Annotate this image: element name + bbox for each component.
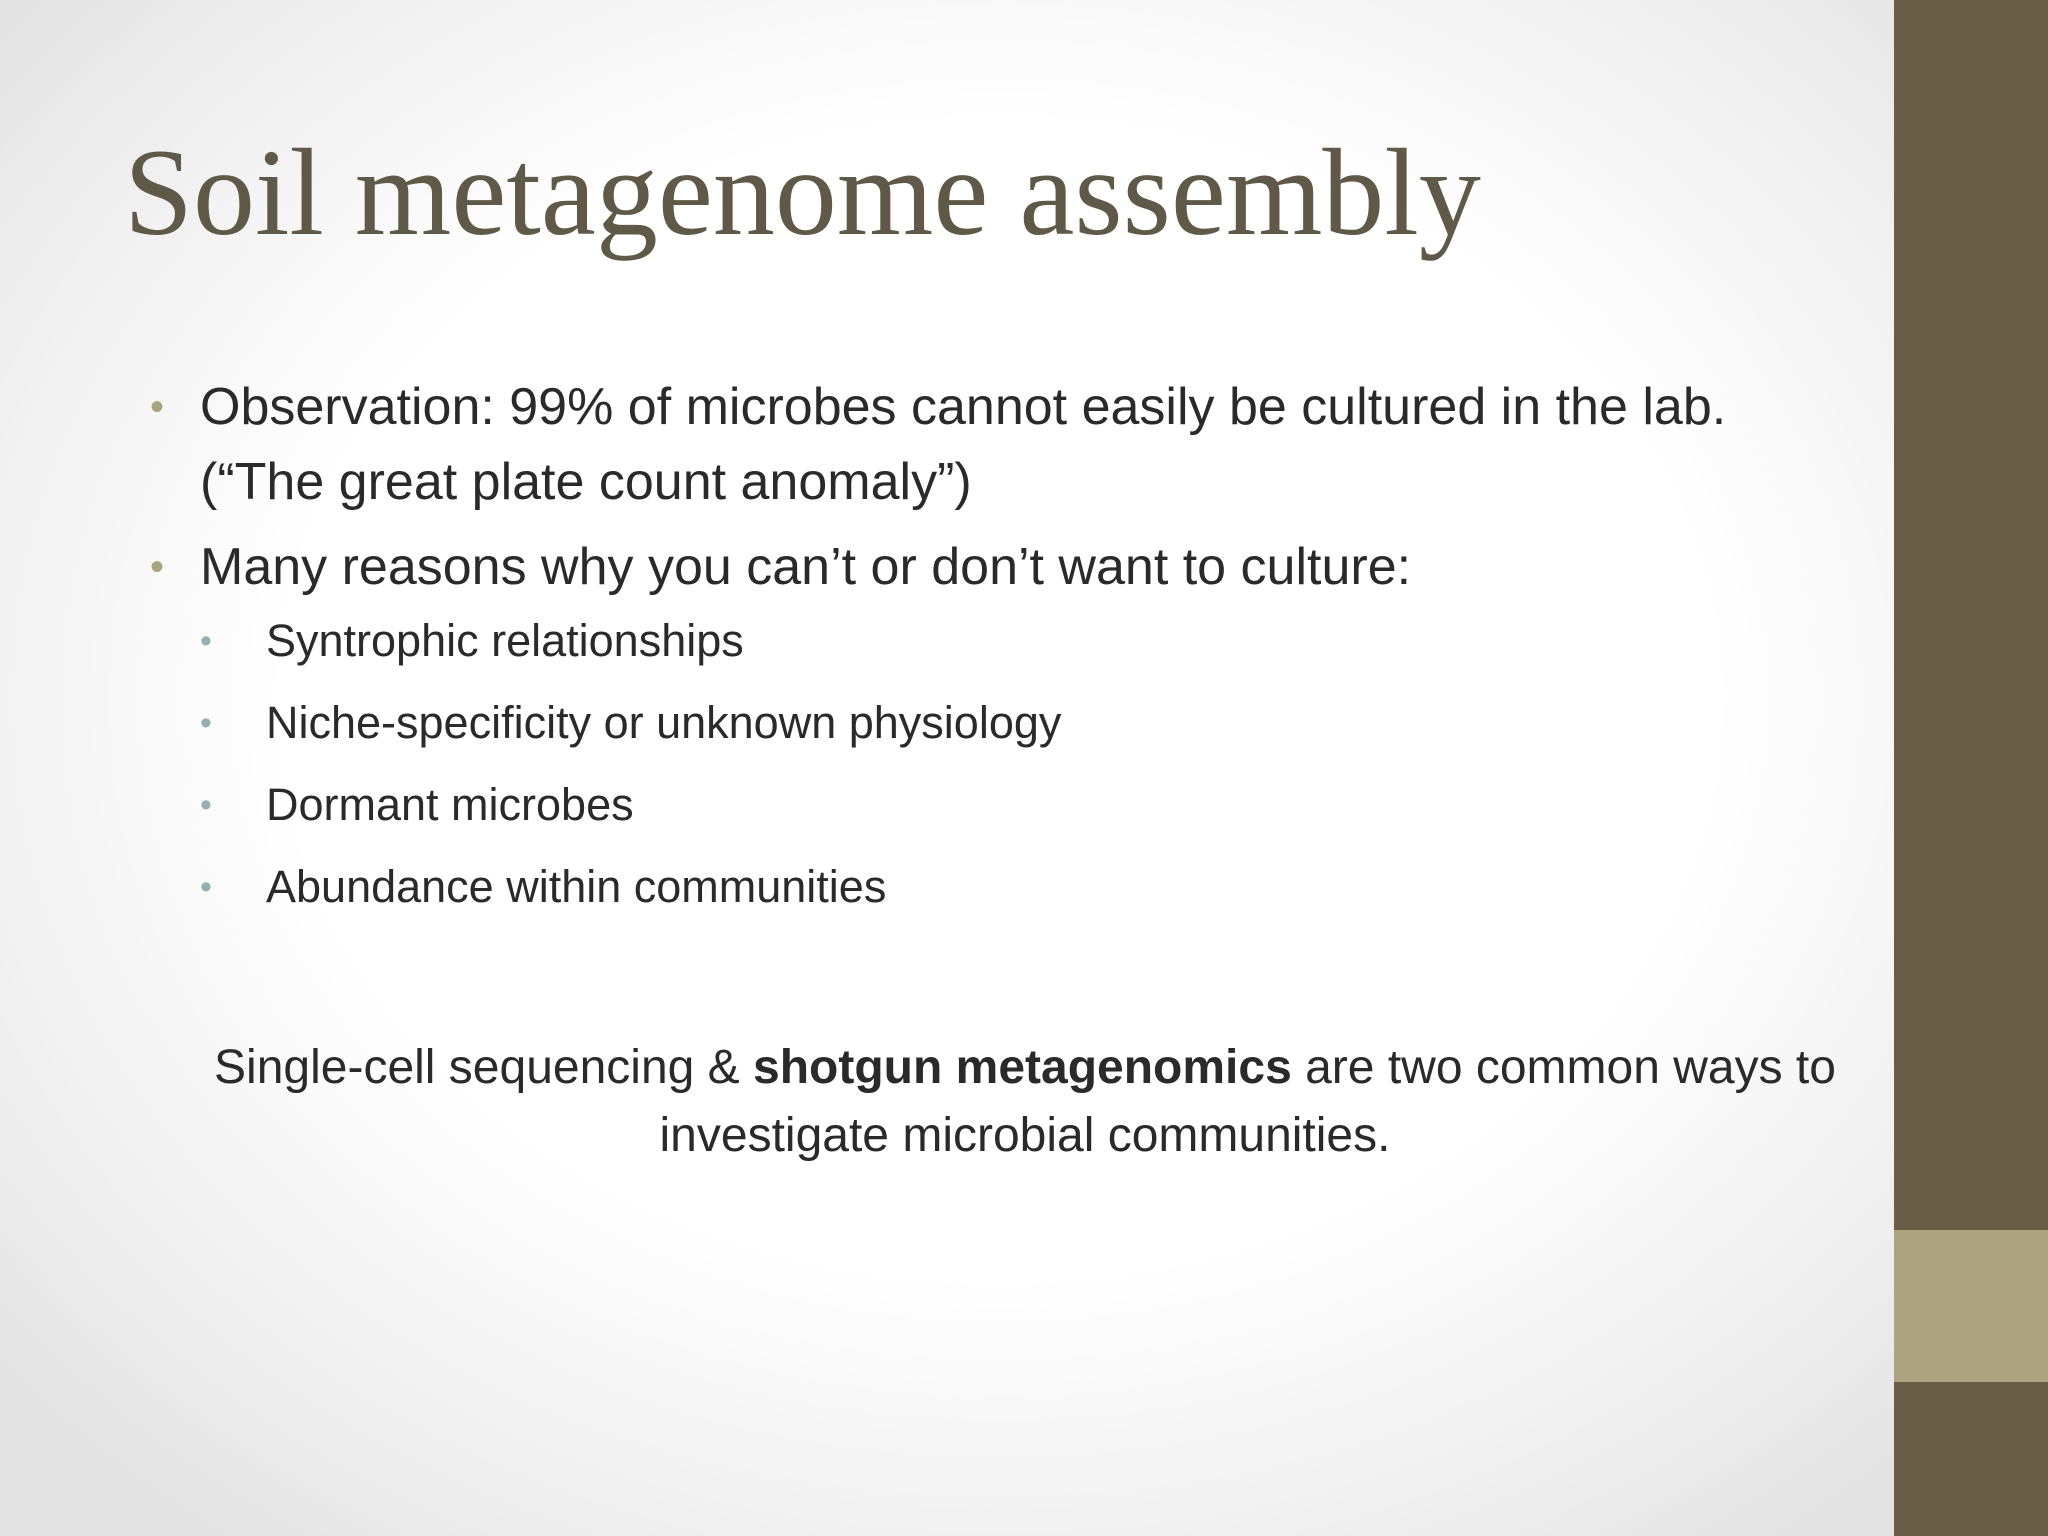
summary-text-after: are two common ways to investigate microbial communities. — [659, 1041, 1836, 1162]
sub-bullet-text: Syntrophic relationships — [266, 615, 744, 666]
bullet-item — [150, 370, 1800, 520]
sub-bullet-text: Abundance within communities — [266, 861, 887, 912]
slide-content — [150, 370, 1800, 938]
sub-bullet-icon: • — [200, 786, 212, 824]
sidebar-accent-decoration — [1894, 1230, 2048, 1382]
summary-statement — [200, 1034, 1850, 1170]
summary-text-bold: shotgun metagenomics — [753, 1041, 1292, 1094]
sub-bullet-text: Niche-specificity or unknown physiology — [266, 697, 1062, 748]
bullet-text: Observation: 99% of microbes cannot easily be cultured in the lab. (“The great plate count anomaly”) — [200, 378, 1727, 511]
sub-bullet-item — [200, 610, 1800, 672]
sub-bullet-icon: • — [200, 704, 212, 742]
bullet-list — [150, 370, 1800, 918]
sub-bullet-item — [200, 856, 1800, 918]
sub-bullet-icon: • — [200, 868, 212, 906]
sub-bullet-item — [200, 774, 1800, 836]
summary-text-before: Single-cell sequencing & — [214, 1041, 754, 1094]
bullet-icon: • — [150, 545, 165, 589]
sub-bullet-item — [200, 692, 1800, 754]
sub-bullet-text: Dormant microbes — [266, 779, 634, 830]
bullet-icon: • — [150, 385, 165, 429]
sub-bullet-list — [200, 610, 1800, 918]
bullet-text: Many reasons why you can’t or don’t want to culture: — [200, 538, 1412, 596]
bullet-item — [150, 530, 1800, 918]
sub-bullet-icon: • — [200, 622, 212, 660]
slide-title: Soil metagenome assembly — [124, 124, 1481, 261]
